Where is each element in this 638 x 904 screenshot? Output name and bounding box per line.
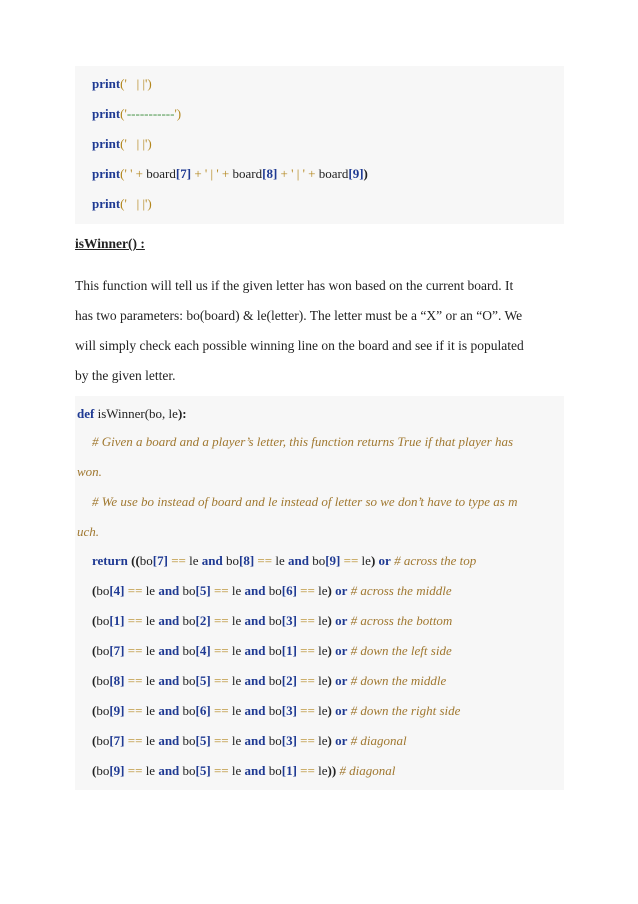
code-line-condition: (bo[7] == le and bo[5] == le and bo[3] == le) or # diagonal [92,733,407,748]
code-line-def: def isWinner(bo, le): [77,406,187,421]
code-comment: uch. [77,524,100,539]
code-comment: won. [77,464,102,479]
code-line: print(' | |') [92,196,152,211]
code-line: print(' ' + board[7] + ' | ' + board[8] + ' | ' + board[9]) [92,166,368,181]
code-comment: # Given a board and a player’s letter, this function returns True if that player has [92,434,514,449]
paragraph-line: has two parameters: bo(board) & le(letter). The letter must be a “X” or an “O”. We [75,308,523,323]
code-line: print(' | |') [92,76,152,91]
section-heading: isWinner() : [75,236,145,251]
code-line-condition: (bo[7] == le and bo[4] == le and bo[1] == le) or # down the left side [92,643,452,658]
code-line-return: return ((bo[7] == le and bo[8] == le and bo[9] == le) or # across the top [92,553,477,568]
code-line-condition: (bo[8] == le and bo[5] == le and bo[2] == le) or # down the middle [92,673,447,688]
paragraph-line: This function will tell us if the given letter has won based on the current board. It [75,278,514,293]
code-comment: # We use bo instead of board and le instead of letter so we don’t have to type as m [92,494,518,509]
paragraph-line: by the given letter. [75,368,176,383]
code-line-condition: (bo[9] == le and bo[6] == le and bo[3] == le) or # down the right side [92,703,461,718]
code-block-print-board [75,66,564,224]
code-line: print('-----------') [92,106,182,121]
paragraph-line: will simply check each possible winning line on the board and see if it is populated [75,338,524,353]
code-line-condition: (bo[4] == le and bo[5] == le and bo[6] == le) or # across the middle [92,583,452,598]
code-line: print(' | |') [92,136,152,151]
code-block-is-winner [75,396,564,790]
code-line-condition: (bo[9] == le and bo[5] == le and bo[1] == le)) # diagonal [92,763,396,778]
code-line-condition: (bo[1] == le and bo[2] == le and bo[3] == le) or # across the bottom [92,613,453,628]
